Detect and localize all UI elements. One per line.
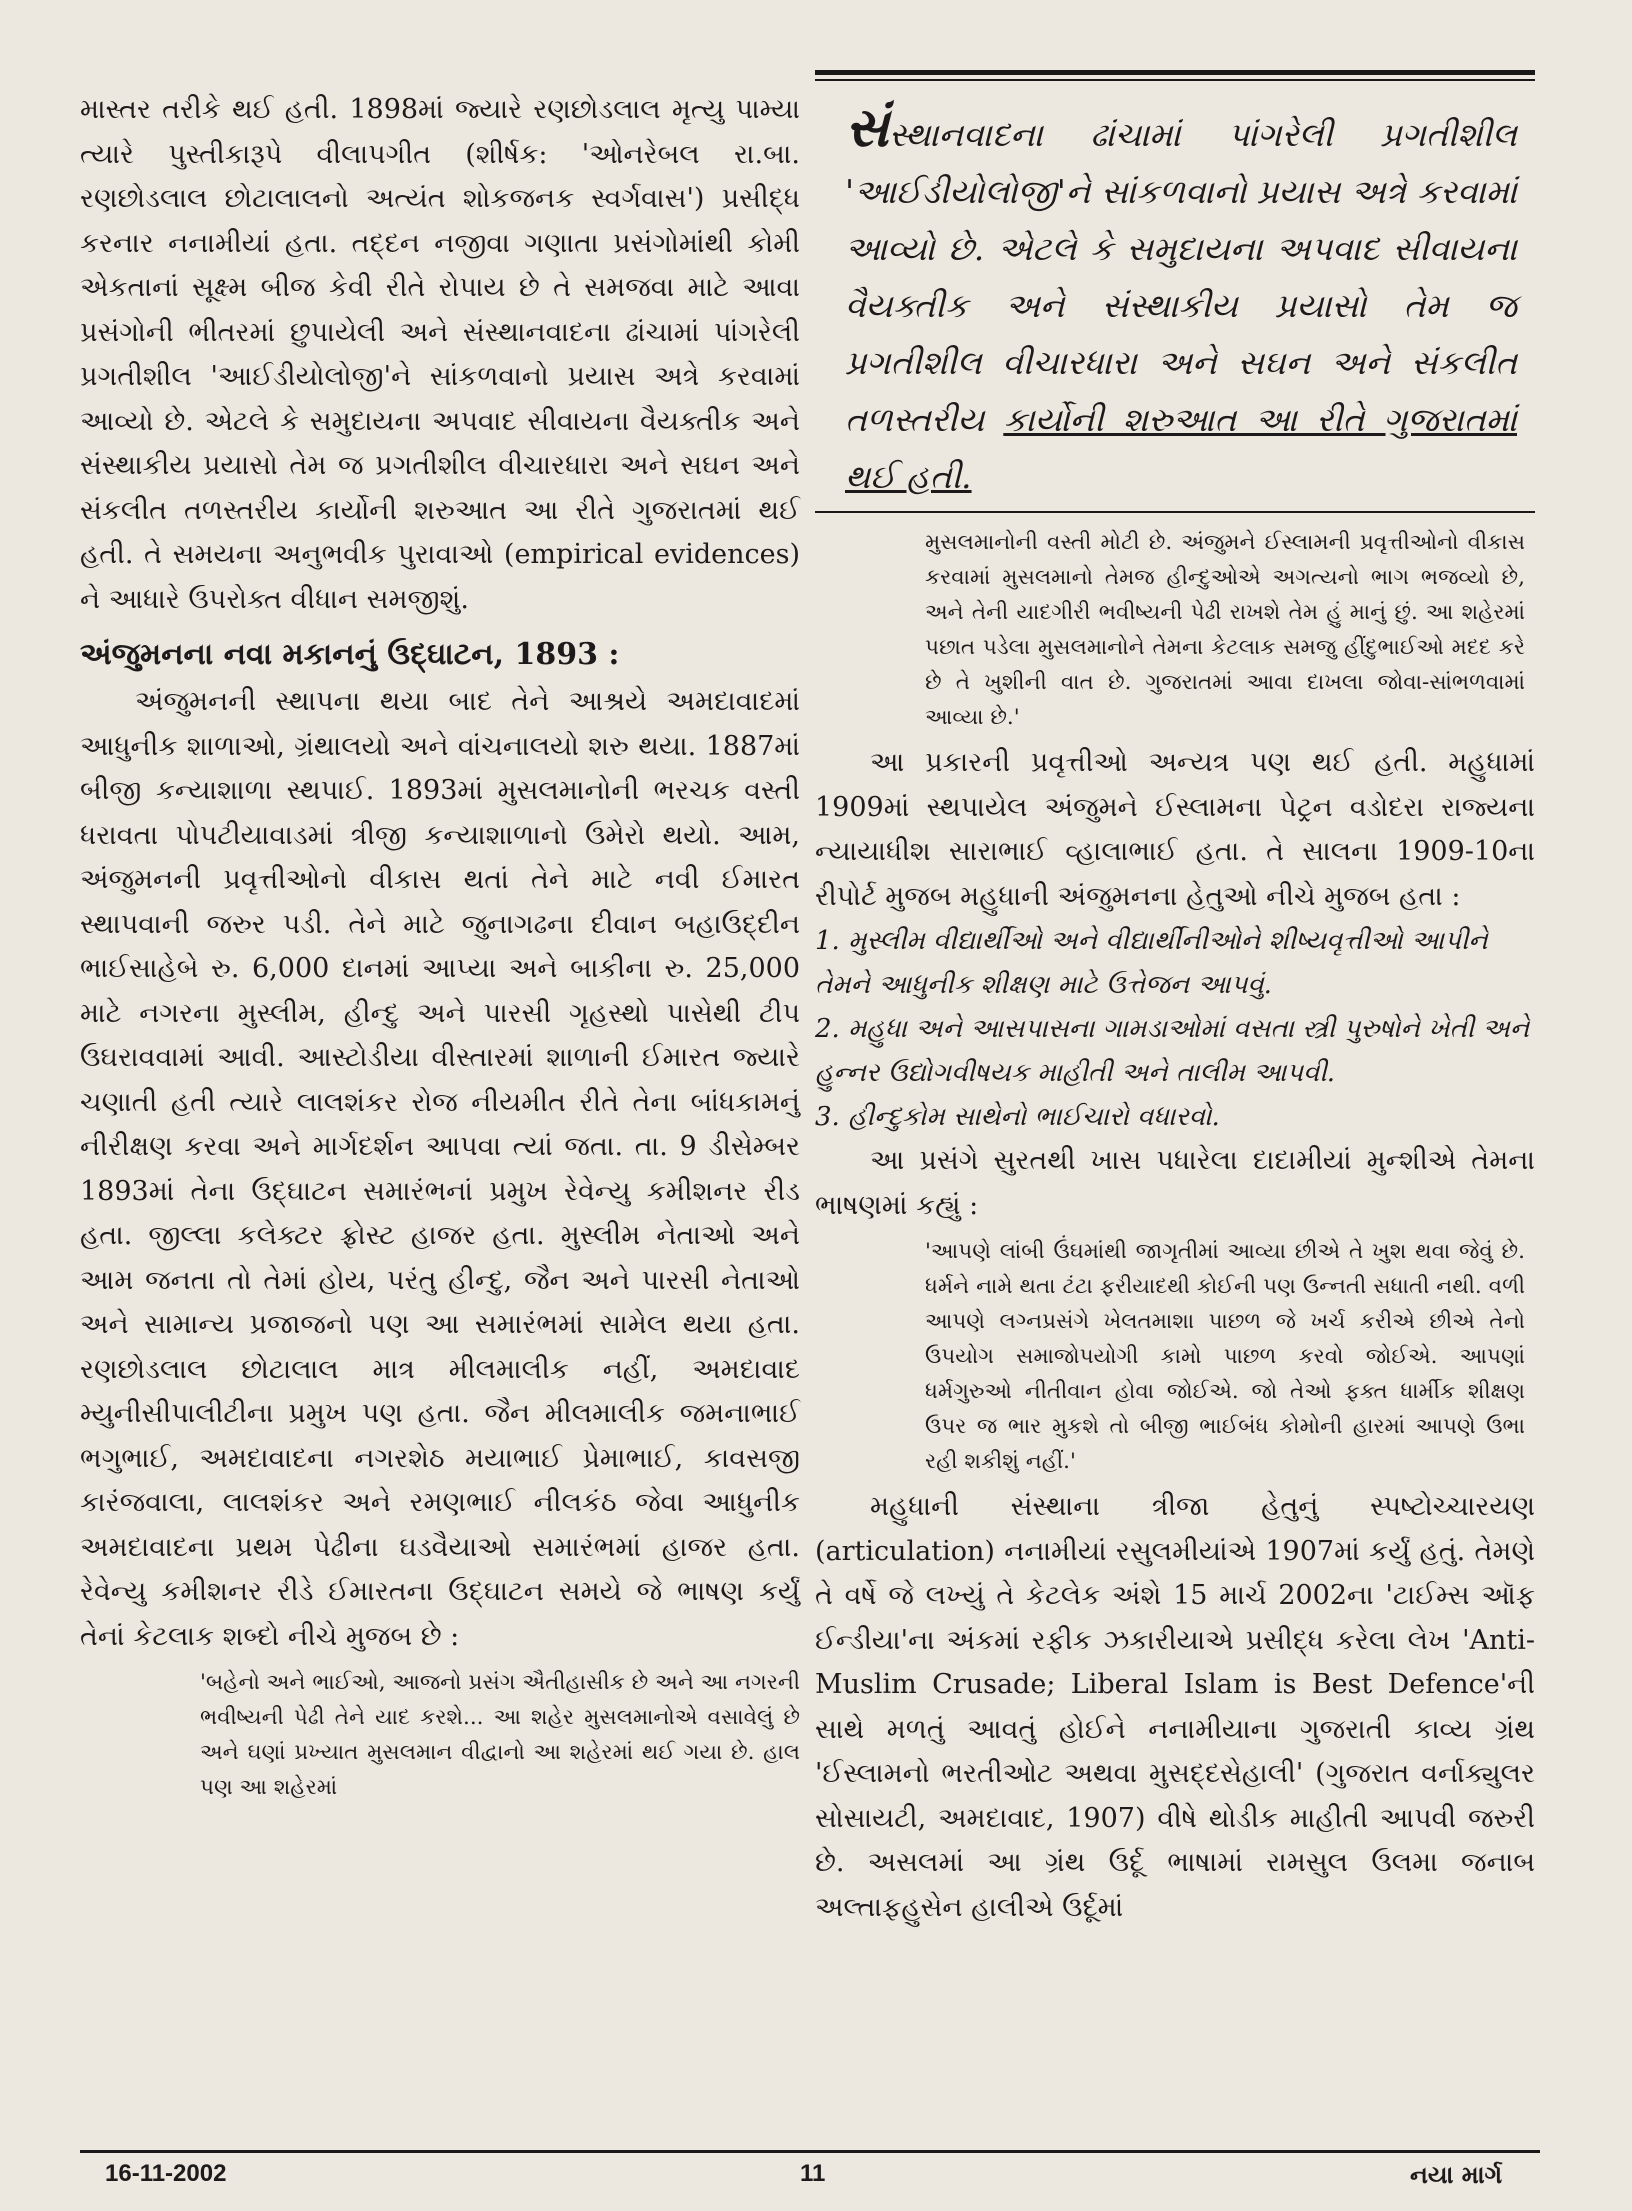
list-item: 2. મહુધા અને આસપાસના ગામડાઓમાં વસતા સ્ત્રી પુરુષોને ખેતી અને હુન્નર ઉદ્યોગવીષયક માહીતી અને તાલીમ આપવી. bbox=[815, 1014, 1530, 1088]
left-column bbox=[80, 88, 800, 1811]
pull-quote bbox=[815, 95, 1535, 505]
pull-quote-rule bbox=[815, 79, 1535, 81]
pull-quote-rule bbox=[815, 70, 1535, 75]
list-item: 3. હીન્દુકોમ સાથેનો ભાઈચારો વધારવો. bbox=[815, 1102, 1220, 1132]
speech-quote: 'બહેનો અને ભાઈઓ, આજનો પ્રસંગ ઐતીહાસીક છે અને આ નગરની ભવીષ્યની પેઢી તેને યાદ કરશે... આ શહેર મુસલમાનોએ વસાવેલું છે અને ઘણાં પ્રખ્યાત મુસલમાન વીદ્વાનો આ શહેરમાં થઈ ગયા છે. હાલ પણ આ શહેરમાં bbox=[200, 1670, 800, 1800]
list-item: 1. મુસ્લીમ વીદ્યાર્થીઓ અને વીદ્યાર્થીનીઓને શીષ્યવૃત્તીઓ આપીને તેમને આધુનીક શીક્ષણ માટે ઉત્તેજન આપવું. bbox=[815, 926, 1488, 1000]
article-paragraph: અંજુમનની સ્થાપના થયા બાદ તેને આશ્રયે અમદાવાદમાં આધુનીક શાળાઓ, ગ્રંથાલયો અને વાંચનાલયો શરુ થયા. 1887માં બીજી કન્યાશાળા સ્થપાઈ. 1893માં મુસલમાનોની ભરચક વસ્તી ધરાવતા પોપટીયાવાડમાં ત્રીજી કન્યાશાળાનો ઉમેરો થયો. આમ, અંજુમનની પ્રવૃત્તીઓનો વીકાસ થતાં તેને માટે નવી ઈમારત સ્થાપવાની જરુર પડી. તેને માટે જુનાગઢના દીવાન બહાઉદ્દીન ભાઈસાહેબે રુ. 6,000 દાનમાં આપ્યા અને બાકીના રુ. 25,000 માટે નગરના મુસ્લીમ, હીન્દુ અને પારસી ગૃહસ્થો પાસેથી ટીપ ઉઘરાવવામાં આવી. આસ્ટોડીયા વીસ્તારમાં શાળાની ઈમારત જ્યારે ચણાતી હતી ત્યારે લાલશંકર રોજ નીયમીત રીતે તેના બાંધકામનું નીરીક્ષણ કરવા અને માર્ગદર્શન આપવા ત્યાં જતા. તા. 9 ડીસેમ્બર 1893માં તેના ઉદ્ઘાટન સમારંભનાં પ્રમુખ રેવેન્યુ કમીશનર રીડ હતા. જીલ્લા કલેક્ટર ફ્રોસ્ટ હાજર હતા. મુસ્લીમ નેતાઓ અને આમ જનતા તો તેમાં હોય, પરંતુ હીન્દુ, જૈન અને પારસી નેતાઓ અને સામાન્ય પ્રજાજનો પણ આ સમારંભમાં સામેલ થયા હતા. રણછોડલાલ છોટાલાલ માત્ર મીલમાલીક નહીં, અમદાવાદ મ્યુનીસીપાલીટીના પ્રમુખ પણ હતા. જૈન મીલમાલીક જમનાભાઈ ભગુભાઈ, અમદાવાદના નગરશેઠ મયાભાઈ પ્રેમાભાઈ, કાવસજી કારંજવાલા, લાલશંકર અને રમણભાઈ નીલકંઠ જેવા આધુનીક અમદાવાદના પ્રથમ પેઢીના ઘડવૈયાઓ સમારંભમાં હાજર હતા. રેવેન્યુ કમીશનર રીડે ઈમારતના ઉદ્ઘાટન સમયે જે ભાષણ કર્યું તેનાં કેટલાક શબ્દો નીચે મુજબ છે : bbox=[80, 686, 800, 1652]
article-paragraph: માસ્તર તરીકે થઈ હતી. 1898માં જ્યારે રણછોડલાલ મૃત્યુ પામ્યા ત્યારે પુસ્તીકારૂપે વીલાપગીત (શીર્ષક: 'ઓનરેબલ રા.બા. રણછોડલાલ છોટાલાલનો અત્યંત શોકજનક સ્વર્ગવાસ') પ્રસીદ્ધ કરનાર નનામીયાં હતા. તદ્દન નજીવા ગણાતા પ્રસંગોમાંથી કોમી એકતાનાં સૂક્ષ્મ બીજ કેવી રીતે રોપાય છે તે સમજવા માટે આવા પ્રસંગોની ભીતરમાં છુપાયેલી અને સંસ્થાનવાદના ઢાંચામાં પાંગરેલી પ્રગતીશીલ 'આઈડીયોલોજી'ને સાંકળવાનો પ્રયાસ અત્રે કરવામાં આવ્યો છે. એટલે કે સમુદાયના અપવાદ સીવાયના વૈયક્તીક અને સંસ્થાકીય પ્રયાસો તેમ જ પ્રગતીશીલ વીચારધારા અને સઘન અને સંકલીત તળસ્તરીય કાર્યોની શરુઆત આ રીતે ગુજરાતમાં થઈ હતી. તે સમયના અનુભવીક પુરાવાઓ (empirical evidences) ને આધારે ઉપરોક્ત વીધાન સમજીશું. bbox=[80, 94, 800, 615]
footer-date: 16-11-2002 bbox=[105, 2160, 227, 2187]
speech-quote: 'આપણે લાંબી ઉંઘમાંથી જાગૃતીમાં આવ્યા છીએ તે ખુશ થવા જેવું છે. ધર્મને નામે થતા ટંટા ફરીયાદથી કોઈની પણ ઉન્નતી સધાતી નથી. વળી આપણે લગ્નપ્રસંગે ખેલતમાશા પાછળ જે ખર્ચ કરીએ છીએ તેનો ઉપયોગ સમાજોપયોગી કામો પાછળ કરવો જોઈએ. આપણાં ધર્મગુરુઓ નીતીવાન હોવા જોઈએ. જો તેઓ ફક્ત ધાર્મીક શીક્ષણ ઉપર જ ભાર મુકશે તો બીજી ભાઈબંધ કોમોની હારમાં આપણે ઉભા રહી શકીશું નહીં.' bbox=[925, 1239, 1525, 1474]
footer-rule bbox=[80, 2150, 1540, 2153]
article-paragraph: આ પ્રસંગે સુરતથી ખાસ પધારેલા દાદામીયાં મુન્શીએ તેમના ભાષણમાં કહ્યું : bbox=[815, 1145, 1535, 1221]
article-paragraph: મહુધાની સંસ્થાના ત્રીજા હેતુનું સ્પષ્ટોચ્ચારયણ (articulation) નનામીયાં રસુલમીયાંએ 1907માં કર્યું હતું. તેમણે તે વર્ષે જે લખ્યું તે કેટલેક અંશે 15 માર્ચ 2002ના 'ટાઈમ્સ ઑફ ઈન્ડીયા'ના અંકમાં રફીક ઝકારીયાએ પ્રસીદ્ધ કરેલા લેખ 'Anti-Muslim Crusade; Liberal Islam is Best Defence'ની સાથે મળતું આવતું હોઈને નનામીયાના ગુજરાતી કાવ્ય ગ્રંથ 'ઈસ્લામનો ભરતીઓટ અથવા મુસદ્દસેહાલી' (ગુજરાત વર્નાક્યુલર સોસાયટી, અમદાવાદ, 1907) વીષે થોડીક માહીતી આપવી જરુરી છે. અસલમાં આ ગ્રંથ ઉર્દૂ ભાષામાં રામસુલ ઉલમા જનાબ અલ્તાફહુસેન હાલીએ ઉર્દૂમાં bbox=[815, 1491, 1535, 1923]
page-number: 11 bbox=[800, 2160, 826, 2187]
pull-quote-dropcap: સં bbox=[845, 95, 889, 159]
article-paragraph: આ પ્રકારની પ્રવૃત્તીઓ અન્યત્ર પણ થઈ હતી. મહુધામાં 1909માં સ્થપાયેલ અંજુમને ઈસ્લામના પેટ્રન વડોદરા રાજ્યના ન્યાયાધીશ સારાભાઈ વ્હાલાભાઈ હતા. તે સાલના 1909-10ના રીપોર્ટ મુજબ મહુધાની અંજુમનના હેતુઓ નીચે મુજબ હતા : bbox=[815, 747, 1535, 912]
speech-quote: મુસલમાનોની વસ્તી મોટી છે. અંજુમને ઈસ્લામની પ્રવૃત્તીઓનો વીકાસ કરવામાં મુસલમાનો તેમજ હીન્દુઓએ અગત્યનો ભાગ ભજવ્યો છે, અને તેની યાદગીરી ભવીષ્યની પેઢી રાખશે તેમ હું માનું છું. આ શહેરમાં પછાત પડેલા મુસલમાનોને તેમના કેટલાક સમજુ હીંદુભાઈઓ મદદ કરે છે તે ખુશીની વાત છે. ગુજરાતમાં આવા દાખલા જોવા-સાંભળવામાં આવ્યા છે.' bbox=[925, 530, 1525, 730]
pull-quote-last-line: કાર્યોની શરુઆત આ રીતે ગુજરાતમાં થઈ હતી. bbox=[845, 400, 1517, 496]
right-column bbox=[815, 70, 1535, 1930]
pull-quote-text: સ્થાનવાદના ઢાંચામાં પાંગરેલી પ્રગતીશીલ 'આઈડીયોલોજી'ને સાંકળવાનો પ્રયાસ અત્રે કરવામાં આવ્યો છે. એટલે કે સમુદાયના અપવાદ સીવાયના વૈયક્તીક અને સંસ્થાકીય પ્રયાસો તેમ જ પ્રગતીશીલ વીચારધારા અને સઘન અને સંકલીત તળસ્તરીય bbox=[845, 115, 1517, 439]
pull-quote-rule bbox=[815, 511, 1535, 513]
section-heading: અંજુમનના નવા મકાનનું ઉદ્ઘાટન, 1893 : bbox=[80, 637, 620, 672]
publication-title: નયા માર્ગ bbox=[1410, 2160, 1503, 2189]
